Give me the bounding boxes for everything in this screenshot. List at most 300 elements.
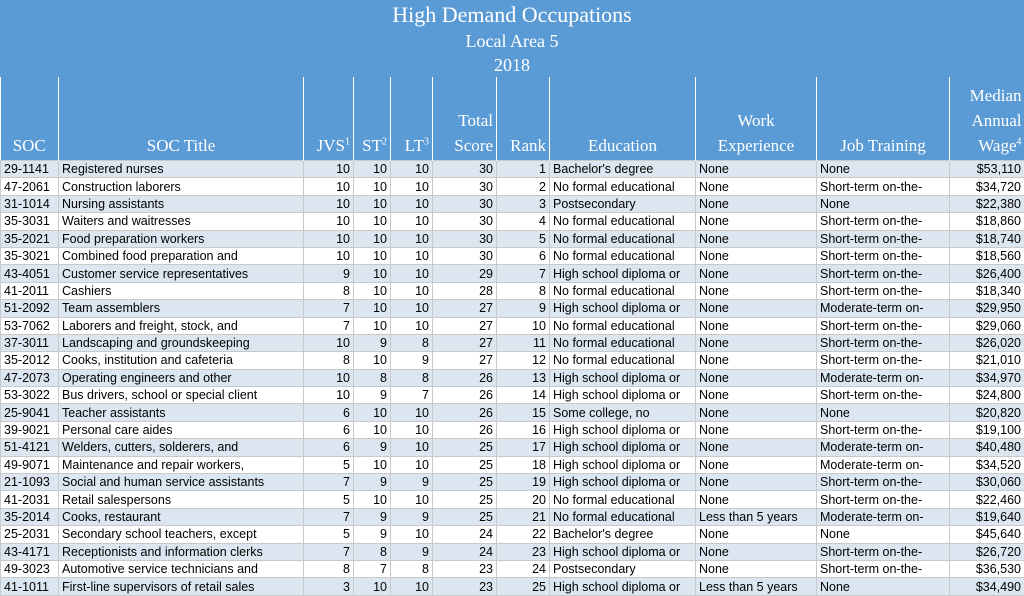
cell-soc-title: Combined food preparation and bbox=[59, 247, 304, 264]
cell-lt: 10 bbox=[391, 526, 433, 543]
header-work-experience: Work Experience bbox=[696, 77, 817, 161]
cell-jvs: 7 bbox=[304, 543, 354, 560]
cell-soc-title: Welders, cutters, solderers, and bbox=[59, 439, 304, 456]
cell-total-score: 30 bbox=[433, 247, 497, 264]
cell-lt: 8 bbox=[391, 369, 433, 386]
cell-soc-title: Laborers and freight, stock, and bbox=[59, 317, 304, 334]
cell-rank: 17 bbox=[497, 439, 550, 456]
cell-soc-title: Teacher assistants bbox=[59, 404, 304, 421]
cell-lt: 10 bbox=[391, 317, 433, 334]
cell-rank: 9 bbox=[497, 300, 550, 317]
cell-rank: 10 bbox=[497, 317, 550, 334]
cell-st: 10 bbox=[354, 456, 391, 473]
cell-total-score: 26 bbox=[433, 387, 497, 404]
cell-total-score: 23 bbox=[433, 560, 497, 577]
cell-median-wage: $26,720 bbox=[950, 543, 1024, 560]
cell-soc-title: Customer service representatives bbox=[59, 265, 304, 282]
cell-job-training: Short-term on-the- bbox=[817, 265, 950, 282]
cell-soc-title: Cashiers bbox=[59, 282, 304, 299]
cell-total-score: 30 bbox=[433, 178, 497, 195]
cell-total-score: 25 bbox=[433, 474, 497, 491]
cell-soc-title: Operating engineers and other bbox=[59, 369, 304, 386]
cell-median-wage: $20,820 bbox=[950, 404, 1024, 421]
cell-total-score: 27 bbox=[433, 317, 497, 334]
cell-lt: 10 bbox=[391, 178, 433, 195]
cell-soc: 35-2012 bbox=[1, 352, 59, 369]
cell-median-wage: $22,460 bbox=[950, 491, 1024, 508]
cell-work-experience: None bbox=[696, 300, 817, 317]
cell-lt: 10 bbox=[391, 247, 433, 264]
cell-median-wage: $22,380 bbox=[950, 195, 1024, 212]
cell-education: High school diploma or bbox=[550, 456, 696, 473]
cell-rank: 21 bbox=[497, 508, 550, 525]
cell-jvs: 5 bbox=[304, 491, 354, 508]
cell-soc-title: Secondary school teachers, except bbox=[59, 526, 304, 543]
cell-lt: 8 bbox=[391, 560, 433, 577]
cell-st: 10 bbox=[354, 230, 391, 247]
cell-education: Postsecondary bbox=[550, 560, 696, 577]
cell-median-wage: $18,560 bbox=[950, 247, 1024, 264]
cell-work-experience: None bbox=[696, 161, 817, 178]
cell-rank: 20 bbox=[497, 491, 550, 508]
cell-rank: 24 bbox=[497, 560, 550, 577]
cell-lt: 10 bbox=[391, 578, 433, 595]
table-row bbox=[1, 560, 1024, 577]
cell-median-wage: $34,720 bbox=[950, 178, 1024, 195]
cell-median-wage: $29,060 bbox=[950, 317, 1024, 334]
cell-work-experience: None bbox=[696, 526, 817, 543]
header-education: Education bbox=[550, 77, 696, 161]
table-row bbox=[1, 526, 1024, 543]
table-row bbox=[1, 161, 1024, 178]
cell-education: High school diploma or bbox=[550, 439, 696, 456]
cell-job-training: Short-term on-the- bbox=[817, 352, 950, 369]
cell-soc: 39-9021 bbox=[1, 421, 59, 438]
cell-work-experience: None bbox=[696, 213, 817, 230]
cell-rank: 22 bbox=[497, 526, 550, 543]
report-title: High Demand Occupations bbox=[0, 2, 1024, 28]
cell-soc: 21-1093 bbox=[1, 474, 59, 491]
cell-work-experience: Less than 5 years bbox=[696, 508, 817, 525]
cell-soc-title: Receptionists and information clerks bbox=[59, 543, 304, 560]
cell-work-experience: None bbox=[696, 282, 817, 299]
cell-st: 9 bbox=[354, 387, 391, 404]
cell-work-experience: None bbox=[696, 421, 817, 438]
cell-st: 9 bbox=[354, 474, 391, 491]
cell-jvs: 10 bbox=[304, 178, 354, 195]
cell-rank: 16 bbox=[497, 421, 550, 438]
cell-soc-title: Cooks, restaurant bbox=[59, 508, 304, 525]
cell-jvs: 5 bbox=[304, 526, 354, 543]
cell-soc: 31-1014 bbox=[1, 195, 59, 212]
cell-total-score: 26 bbox=[433, 404, 497, 421]
cell-job-training: Moderate-term on- bbox=[817, 369, 950, 386]
cell-rank: 11 bbox=[497, 334, 550, 351]
cell-total-score: 30 bbox=[433, 195, 497, 212]
cell-rank: 7 bbox=[497, 265, 550, 282]
cell-soc: 41-2031 bbox=[1, 491, 59, 508]
cell-total-score: 26 bbox=[433, 369, 497, 386]
cell-rank: 5 bbox=[497, 230, 550, 247]
table-row bbox=[1, 247, 1024, 264]
cell-education: High school diploma or bbox=[550, 543, 696, 560]
cell-median-wage: $40,480 bbox=[950, 439, 1024, 456]
cell-soc-title: Automotive service technicians and bbox=[59, 560, 304, 577]
cell-rank: 19 bbox=[497, 474, 550, 491]
cell-st: 10 bbox=[354, 317, 391, 334]
cell-education: High school diploma or bbox=[550, 578, 696, 595]
cell-education: No formal educational bbox=[550, 508, 696, 525]
cell-lt: 10 bbox=[391, 161, 433, 178]
cell-st: 10 bbox=[354, 265, 391, 282]
cell-jvs: 6 bbox=[304, 404, 354, 421]
cell-lt: 10 bbox=[391, 404, 433, 421]
cell-median-wage: $19,100 bbox=[950, 421, 1024, 438]
header-st: $ST^2$ bbox=[354, 77, 391, 161]
cell-soc: 35-2021 bbox=[1, 230, 59, 247]
cell-total-score: 29 bbox=[433, 265, 497, 282]
cell-median-wage: $30,060 bbox=[950, 474, 1024, 491]
cell-job-training: None bbox=[817, 404, 950, 421]
cell-st: 10 bbox=[354, 213, 391, 230]
report-subtitle-area: Local Area 5 bbox=[0, 30, 1024, 52]
cell-total-score: 26 bbox=[433, 421, 497, 438]
table-row bbox=[1, 508, 1024, 525]
table-row bbox=[1, 387, 1024, 404]
cell-jvs: 7 bbox=[304, 317, 354, 334]
cell-total-score: 27 bbox=[433, 352, 497, 369]
cell-education: High school diploma or bbox=[550, 421, 696, 438]
cell-rank: 23 bbox=[497, 543, 550, 560]
header-job-training: Job Training bbox=[817, 77, 950, 161]
cell-education: No formal educational bbox=[550, 317, 696, 334]
cell-median-wage: $53,110 bbox=[950, 161, 1024, 178]
cell-soc: 41-1011 bbox=[1, 578, 59, 595]
cell-education: High school diploma or bbox=[550, 474, 696, 491]
cell-job-training: Short-term on-the- bbox=[817, 178, 950, 195]
cell-jvs: 5 bbox=[304, 456, 354, 473]
cell-lt: 10 bbox=[391, 230, 433, 247]
table-row bbox=[1, 300, 1024, 317]
cell-jvs: 10 bbox=[304, 369, 354, 386]
cell-median-wage: $34,520 bbox=[950, 456, 1024, 473]
cell-education: No formal educational bbox=[550, 282, 696, 299]
cell-lt: 10 bbox=[391, 300, 433, 317]
cell-st: 7 bbox=[354, 560, 391, 577]
cell-total-score: 25 bbox=[433, 508, 497, 525]
cell-lt: 7 bbox=[391, 387, 433, 404]
cell-lt: 10 bbox=[391, 456, 433, 473]
cell-st: 8 bbox=[354, 543, 391, 560]
cell-education: High school diploma or bbox=[550, 265, 696, 282]
cell-median-wage: $26,020 bbox=[950, 334, 1024, 351]
header-soc-title: SOC Title bbox=[59, 77, 304, 161]
cell-jvs: 8 bbox=[304, 282, 354, 299]
cell-job-training: None bbox=[817, 526, 950, 543]
occupations-table bbox=[0, 77, 1024, 596]
cell-work-experience: None bbox=[696, 334, 817, 351]
cell-lt: 9 bbox=[391, 474, 433, 491]
cell-rank: 12 bbox=[497, 352, 550, 369]
table-row bbox=[1, 439, 1024, 456]
cell-jvs: 3 bbox=[304, 578, 354, 595]
cell-lt: 10 bbox=[391, 195, 433, 212]
cell-job-training: Short-term on-the- bbox=[817, 387, 950, 404]
cell-work-experience: Less than 5 years bbox=[696, 578, 817, 595]
cell-jvs: 6 bbox=[304, 439, 354, 456]
cell-jvs: 8 bbox=[304, 352, 354, 369]
cell-soc-title: Bus drivers, school or special client bbox=[59, 387, 304, 404]
table-row bbox=[1, 265, 1024, 282]
cell-jvs: 8 bbox=[304, 560, 354, 577]
cell-lt: 10 bbox=[391, 491, 433, 508]
cell-st: 10 bbox=[354, 491, 391, 508]
cell-jvs: 10 bbox=[304, 230, 354, 247]
cell-work-experience: None bbox=[696, 491, 817, 508]
cell-job-training: Moderate-term on- bbox=[817, 300, 950, 317]
cell-work-experience: None bbox=[696, 178, 817, 195]
cell-work-experience: None bbox=[696, 369, 817, 386]
cell-st: 10 bbox=[354, 300, 391, 317]
table-row bbox=[1, 404, 1024, 421]
cell-jvs: 7 bbox=[304, 474, 354, 491]
cell-job-training: Short-term on-the- bbox=[817, 334, 950, 351]
cell-soc: 49-3023 bbox=[1, 560, 59, 577]
cell-st: 10 bbox=[354, 195, 391, 212]
cell-median-wage: $18,340 bbox=[950, 282, 1024, 299]
header-soc: SOC bbox=[1, 77, 59, 161]
cell-st: 10 bbox=[354, 178, 391, 195]
table-row bbox=[1, 334, 1024, 351]
cell-lt: 10 bbox=[391, 439, 433, 456]
cell-median-wage: $19,640 bbox=[950, 508, 1024, 525]
cell-soc: 53-3022 bbox=[1, 387, 59, 404]
cell-soc-title: Cooks, institution and cafeteria bbox=[59, 352, 304, 369]
cell-lt: 9 bbox=[391, 352, 433, 369]
cell-education: No formal educational bbox=[550, 352, 696, 369]
cell-soc: 47-2073 bbox=[1, 369, 59, 386]
cell-job-training: Moderate-term on- bbox=[817, 508, 950, 525]
cell-total-score: 23 bbox=[433, 578, 497, 595]
cell-soc: 25-2031 bbox=[1, 526, 59, 543]
cell-lt: 9 bbox=[391, 543, 433, 560]
cell-jvs: 10 bbox=[304, 213, 354, 230]
cell-soc: 29-1141 bbox=[1, 161, 59, 178]
cell-soc: 35-3031 bbox=[1, 213, 59, 230]
cell-job-training: None bbox=[817, 578, 950, 595]
cell-soc-title: Social and human service assistants bbox=[59, 474, 304, 491]
cell-total-score: 28 bbox=[433, 282, 497, 299]
cell-median-wage: $21,010 bbox=[950, 352, 1024, 369]
cell-education: Bachelor's degree bbox=[550, 526, 696, 543]
cell-median-wage: $36,530 bbox=[950, 560, 1024, 577]
cell-work-experience: None bbox=[696, 439, 817, 456]
cell-st: 10 bbox=[354, 161, 391, 178]
cell-education: No formal educational bbox=[550, 178, 696, 195]
table-row bbox=[1, 282, 1024, 299]
cell-lt: 10 bbox=[391, 265, 433, 282]
cell-education: High school diploma or bbox=[550, 387, 696, 404]
cell-work-experience: None bbox=[696, 265, 817, 282]
table-row bbox=[1, 421, 1024, 438]
cell-education: No formal educational bbox=[550, 230, 696, 247]
cell-soc-title: Landscaping and groundskeeping bbox=[59, 334, 304, 351]
cell-soc-title: Nursing assistants bbox=[59, 195, 304, 212]
cell-work-experience: None bbox=[696, 543, 817, 560]
table-row bbox=[1, 543, 1024, 560]
cell-education: Some college, no bbox=[550, 404, 696, 421]
cell-median-wage: $45,640 bbox=[950, 526, 1024, 543]
cell-lt: 10 bbox=[391, 213, 433, 230]
cell-st: 9 bbox=[354, 526, 391, 543]
cell-education: Postsecondary bbox=[550, 195, 696, 212]
cell-median-wage: $18,860 bbox=[950, 213, 1024, 230]
cell-soc: 43-4051 bbox=[1, 265, 59, 282]
cell-job-training: Short-term on-the- bbox=[817, 247, 950, 264]
cell-soc-title: Maintenance and repair workers, bbox=[59, 456, 304, 473]
cell-education: Bachelor's degree bbox=[550, 161, 696, 178]
report-subtitle-year: 2018 bbox=[0, 54, 1024, 76]
cell-soc-title: Waiters and waitresses bbox=[59, 213, 304, 230]
header-row bbox=[1, 77, 1024, 161]
cell-soc: 47-2061 bbox=[1, 178, 59, 195]
cell-lt: 10 bbox=[391, 421, 433, 438]
cell-rank: 14 bbox=[497, 387, 550, 404]
cell-job-training: Short-term on-the- bbox=[817, 213, 950, 230]
cell-soc: 43-4171 bbox=[1, 543, 59, 560]
cell-education: No formal educational bbox=[550, 213, 696, 230]
cell-jvs: 10 bbox=[304, 161, 354, 178]
cell-soc-title: Food preparation workers bbox=[59, 230, 304, 247]
cell-jvs: 9 bbox=[304, 265, 354, 282]
table-row bbox=[1, 578, 1024, 595]
cell-education: No formal educational bbox=[550, 491, 696, 508]
cell-st: 9 bbox=[354, 508, 391, 525]
cell-st: 10 bbox=[354, 282, 391, 299]
table-row bbox=[1, 178, 1024, 195]
cell-work-experience: None bbox=[696, 247, 817, 264]
cell-jvs: 10 bbox=[304, 334, 354, 351]
table-row bbox=[1, 352, 1024, 369]
cell-job-training: Short-term on-the- bbox=[817, 421, 950, 438]
table-row bbox=[1, 491, 1024, 508]
header-total-score: Total Score bbox=[433, 77, 497, 161]
cell-soc-title: Personal care aides bbox=[59, 421, 304, 438]
cell-soc-title: Construction laborers bbox=[59, 178, 304, 195]
cell-total-score: 25 bbox=[433, 439, 497, 456]
cell-median-wage: $24,800 bbox=[950, 387, 1024, 404]
table-row bbox=[1, 317, 1024, 334]
cell-jvs: 7 bbox=[304, 508, 354, 525]
cell-total-score: 25 bbox=[433, 456, 497, 473]
cell-st: 10 bbox=[354, 247, 391, 264]
header-jvs: JVS$^1$ bbox=[304, 77, 354, 161]
cell-soc: 41-2011 bbox=[1, 282, 59, 299]
cell-total-score: 24 bbox=[433, 543, 497, 560]
table-row bbox=[1, 456, 1024, 473]
header-lt: $LT^3$ bbox=[391, 77, 433, 161]
header-median-wage: Median Annual Wage$^4$ bbox=[950, 77, 1024, 161]
cell-median-wage: $34,970 bbox=[950, 369, 1024, 386]
cell-education: High school diploma or bbox=[550, 300, 696, 317]
cell-job-training: Short-term on-the- bbox=[817, 474, 950, 491]
cell-education: No formal educational bbox=[550, 334, 696, 351]
cell-median-wage: $18,740 bbox=[950, 230, 1024, 247]
table-row bbox=[1, 474, 1024, 491]
cell-soc-title: Retail salespersons bbox=[59, 491, 304, 508]
cell-soc: 37-3011 bbox=[1, 334, 59, 351]
cell-total-score: 24 bbox=[433, 526, 497, 543]
cell-rank: 2 bbox=[497, 178, 550, 195]
cell-st: 10 bbox=[354, 352, 391, 369]
cell-job-training: Moderate-term on- bbox=[817, 439, 950, 456]
cell-job-training: Short-term on-the- bbox=[817, 282, 950, 299]
cell-job-training: None bbox=[817, 161, 950, 178]
cell-soc: 49-9071 bbox=[1, 456, 59, 473]
cell-jvs: 10 bbox=[304, 247, 354, 264]
cell-lt: 9 bbox=[391, 508, 433, 525]
cell-lt: 8 bbox=[391, 334, 433, 351]
table-row bbox=[1, 195, 1024, 212]
cell-total-score: 30 bbox=[433, 213, 497, 230]
cell-total-score: 27 bbox=[433, 334, 497, 351]
cell-job-training: Short-term on-the- bbox=[817, 560, 950, 577]
cell-soc-title: First-line supervisors of retail sales bbox=[59, 578, 304, 595]
cell-job-training: Short-term on-the- bbox=[817, 317, 950, 334]
cell-total-score: 27 bbox=[433, 300, 497, 317]
cell-rank: 1 bbox=[497, 161, 550, 178]
cell-soc: 51-4121 bbox=[1, 439, 59, 456]
cell-soc: 53-7062 bbox=[1, 317, 59, 334]
cell-lt: 10 bbox=[391, 282, 433, 299]
cell-rank: 13 bbox=[497, 369, 550, 386]
cell-soc: 35-2014 bbox=[1, 508, 59, 525]
cell-total-score: 30 bbox=[433, 230, 497, 247]
cell-job-training: Short-term on-the- bbox=[817, 230, 950, 247]
cell-jvs: 10 bbox=[304, 195, 354, 212]
cell-work-experience: None bbox=[696, 230, 817, 247]
cell-work-experience: None bbox=[696, 456, 817, 473]
cell-rank: 8 bbox=[497, 282, 550, 299]
cell-st: 10 bbox=[354, 421, 391, 438]
cell-soc-title: Registered nurses bbox=[59, 161, 304, 178]
cell-soc: 51-2092 bbox=[1, 300, 59, 317]
cell-rank: 18 bbox=[497, 456, 550, 473]
table-row bbox=[1, 369, 1024, 386]
cell-rank: 4 bbox=[497, 213, 550, 230]
table-row bbox=[1, 213, 1024, 230]
cell-work-experience: None bbox=[696, 387, 817, 404]
cell-median-wage: $34,490 bbox=[950, 578, 1024, 595]
cell-jvs: 6 bbox=[304, 421, 354, 438]
cell-education: No formal educational bbox=[550, 247, 696, 264]
cell-soc-title: Team assemblers bbox=[59, 300, 304, 317]
cell-st: 10 bbox=[354, 578, 391, 595]
cell-work-experience: None bbox=[696, 352, 817, 369]
report-title-band bbox=[0, 0, 1024, 77]
cell-job-training: Short-term on-the- bbox=[817, 491, 950, 508]
table-row bbox=[1, 230, 1024, 247]
cell-work-experience: None bbox=[696, 195, 817, 212]
cell-work-experience: None bbox=[696, 560, 817, 577]
cell-st: 8 bbox=[354, 369, 391, 386]
cell-median-wage: $26,400 bbox=[950, 265, 1024, 282]
cell-job-training: None bbox=[817, 195, 950, 212]
cell-median-wage: $29,950 bbox=[950, 300, 1024, 317]
cell-rank: 25 bbox=[497, 578, 550, 595]
cell-rank: 6 bbox=[497, 247, 550, 264]
cell-education: High school diploma or bbox=[550, 369, 696, 386]
